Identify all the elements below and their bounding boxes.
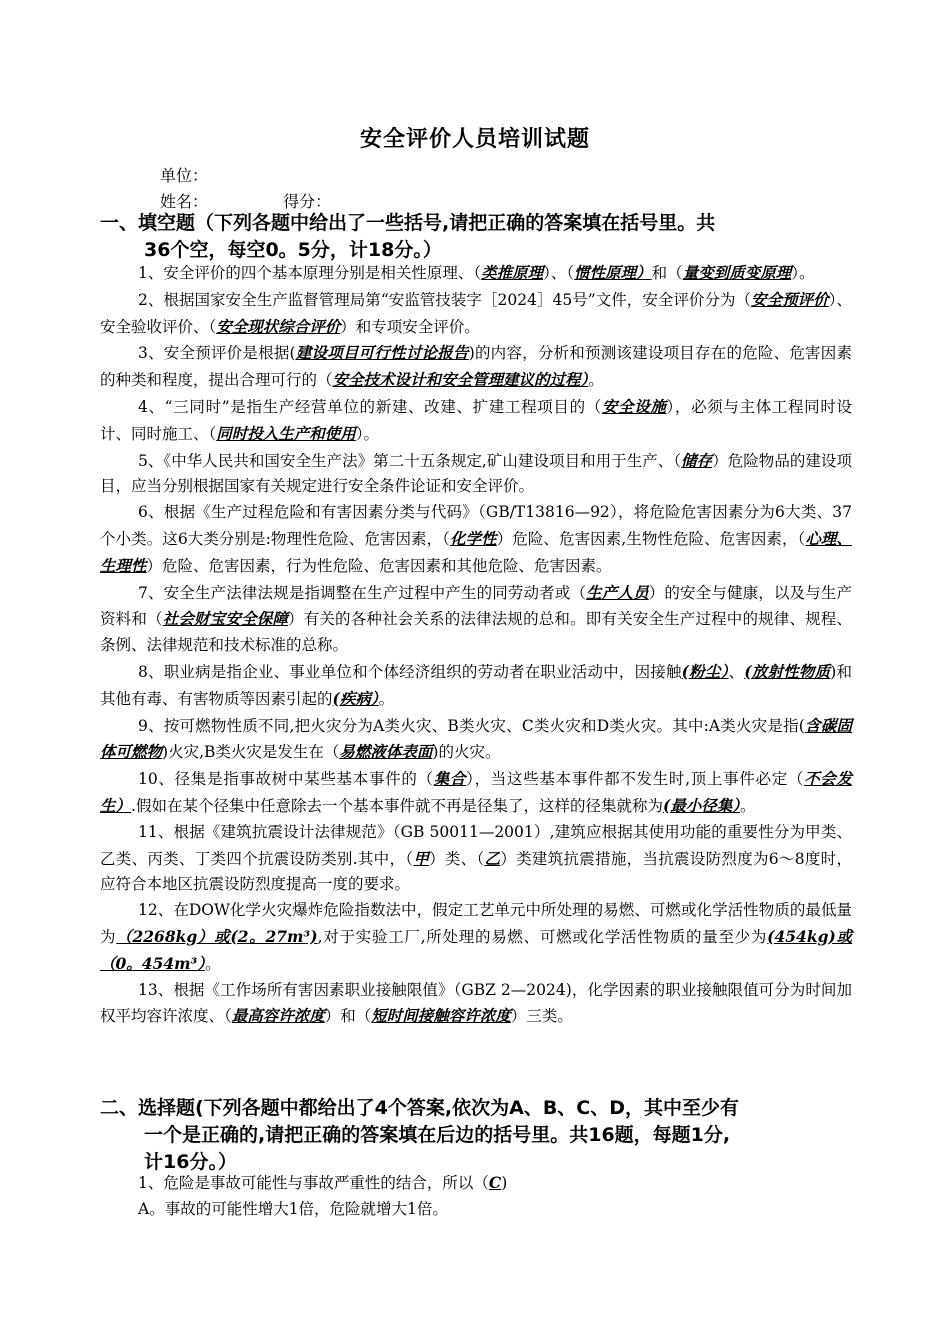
section1-heading — [100, 210, 852, 264]
question-2: 2、根据国家安全生产监督管理局第“安监管技装字［2024］45号”文件，安全评价分为（安全预评价）、安全验收评价、（安全现状综合评价）和专项安全评价。 — [100, 289, 852, 336]
answer: 惯性原理） — [574, 263, 652, 282]
page-title: 安全评价人员培训试题 — [359, 127, 590, 152]
answer: (粉尘） — [681, 661, 729, 681]
answer: 甲 — [413, 848, 430, 868]
answer: 心理、生理性 — [100, 528, 852, 575]
answer: 安全技术设计和安全管理建议的过程） — [332, 370, 589, 390]
question-10: 10、径集是指事故树中某些基本事件的（集合），当这些基本事件都不发生时,顶上事件必定（不会发生）.假如在某个径集中任意除去一个基本事件就不再是径集了，这样的径集就称为(最小径集）。 — [100, 769, 852, 815]
section2-heading-line1: 二、选择题(下列各题中都给出了4个答案,依次为A、B、C、D，其中至少有 — [100, 1097, 740, 1119]
answer: 安全现状综合评价 — [216, 316, 341, 336]
answer: (454kg)或（0。454m³） — [100, 926, 852, 973]
answer: 安全设施 — [601, 396, 667, 416]
answer: 集合 — [433, 769, 467, 789]
section1-heading-line2: 36个空，每空0。5分，计18分。） — [144, 239, 442, 261]
question-9: 9、按可燃物性质不同,把火灾分为A类火灾、B类火灾、C类火灾和D类火灾。其中:A类火灾是指(含碳固体可燃物)火灾,B类火灾是发生在（易燃液体表面)的火灾。 — [100, 715, 852, 762]
unit-field — [160, 163, 208, 186]
answer: 社会财宝安全保障 — [162, 609, 289, 629]
answer: 不会发生） — [100, 769, 852, 815]
section2-heading-line3: 计16分。） — [144, 1151, 237, 1173]
answer: 量变到质变原理 — [682, 263, 792, 282]
answer: 生产人员 — [586, 582, 649, 602]
answer: 易燃液体表面 — [339, 742, 433, 762]
name-label: 姓名： — [160, 192, 209, 211]
question-11: 11、根据《建筑抗震设计法律规范》（GB 50011—2001）,建筑应根据其使用功能的重要性分为甲类、乙类、丙类、丁类四个抗震设防类别.其中，（甲）类、（乙）类建筑抗震措施，当抗震设防烈度为6～8度时，应符合本地区抗震设防烈度提高一度的要求。 — [100, 822, 852, 894]
answer: 含碳固体可燃物 — [100, 715, 852, 762]
answer: 短时间接触容许浓度 — [371, 1006, 511, 1026]
answer: 安全预评价 — [751, 289, 829, 309]
answer: （2268kg）或(2。27m³) — [116, 926, 318, 946]
answer: 化学性 — [450, 528, 497, 548]
answer: 最高容许浓度 — [231, 1006, 325, 1026]
question-8: 8、职业病是指企业、事业单位和个体经济组织的劳动者在职业活动中，因接触(粉尘）、(放射性物质)和其他有毒、有害物质等因素引起的(疾病）。 — [100, 661, 852, 708]
answer: 类推原理 — [481, 263, 544, 282]
choice-option-a: A。事故的可能性增大1倍，危险就增大1倍。 — [138, 1199, 448, 1218]
answer: (最小径集） — [662, 795, 741, 815]
section1-heading-line1: 一、填空题（下列各题中给出了一些括号,请把正确的答案填在括号里。共 — [100, 212, 716, 234]
section2-heading — [100, 1095, 852, 1176]
answer: 同时投入生产和使用 — [216, 423, 356, 443]
score-label: 得分： — [283, 192, 332, 211]
answer: 乙 — [484, 848, 501, 868]
unit-label: 单位： — [160, 166, 209, 185]
question-5: 5、《中华人民共和国安全生产法》第二十五条规定,矿山建设项目和用于生产、（储存）危险物品的建设项目，应当分别根据国家有关规定进行安全条件论证和安全评价。 — [100, 450, 852, 496]
answer: 建设项目可行性讨论报告 — [295, 343, 469, 363]
answer: C — [488, 1173, 502, 1192]
section2-heading-line2: 一个是正确的,请把正确的答案填在后边的括号里。共16题，每题1分, — [144, 1124, 731, 1146]
question-3: 3、安全预评价是根据(建设项目可行性讨论报告)的内容，分析和预测该建设项目存在的危险、危害因素的种类和程度，提出合理可行的（安全技术设计和安全管理建议的过程）。 — [100, 343, 852, 390]
choice-question-1: 1、危险是事故可能性与事故严重性的结合，所以（C) — [138, 1173, 508, 1192]
fill-in-questions — [100, 260, 852, 1030]
name-score-row — [160, 189, 331, 212]
question-7: 7、安全生产法律法规是指调整在生产过程中产生的同劳动者或（生产人员）的安全与健康，以及与生产资料和（社会财宝安全保障）有关的各种社会关系的法律法规的总和。即有关安全生产过程中的规律、规程、条例、法律规范和技术标准的总称。 — [100, 582, 852, 655]
question-13: 13、根据《工作场所有害因素职业接触限值》（GBZ 2—2024)，化学因素的职业接触限值可分为时间加权平均容许浓度、（最高容许浓度）和（短时间接触容许浓度）三类。 — [100, 980, 852, 1026]
choice-questions — [100, 1170, 852, 1223]
question-12: 12、在DOW化学火灾爆炸危险指数法中，假定工艺单元中所处理的易燃、可燃或化学活性物质的最低量为（2268kg）或(2。27m³),对于实验工厂,所处理的易燃、可燃或化学活性物质的量至少为(454kg)或（0。454m³）。 — [100, 901, 852, 973]
question-6: 6、根据《生产过程危险和有害因素分类与代码》（GB/T13816—92），将危险危害因素分为6大类、37个小类。这6大类分别是:物理性危险、危害因素，（化学性）危险、危害因素,生物性危险、危害因素，（心理、生理性）危险、危害因素，行为性危险、危害因素和其他危险、危害因素。 — [100, 503, 852, 575]
answer: (疾病） — [332, 688, 379, 708]
answer: 储存 — [681, 450, 713, 470]
question-4: 4、“三同时”是指生产经营单位的新建、改建、扩建工程项目的（安全设施），必须与主体工程同时设计、同时施工、（同时投入生产和使用）。 — [100, 396, 852, 443]
question-1: 1、安全评价的四个基本原理分别是相关性原理、（类推原理）、（惯性原理）和（量变到质变原理）。 — [138, 263, 815, 282]
answer: (放射性物质 — [744, 661, 831, 681]
